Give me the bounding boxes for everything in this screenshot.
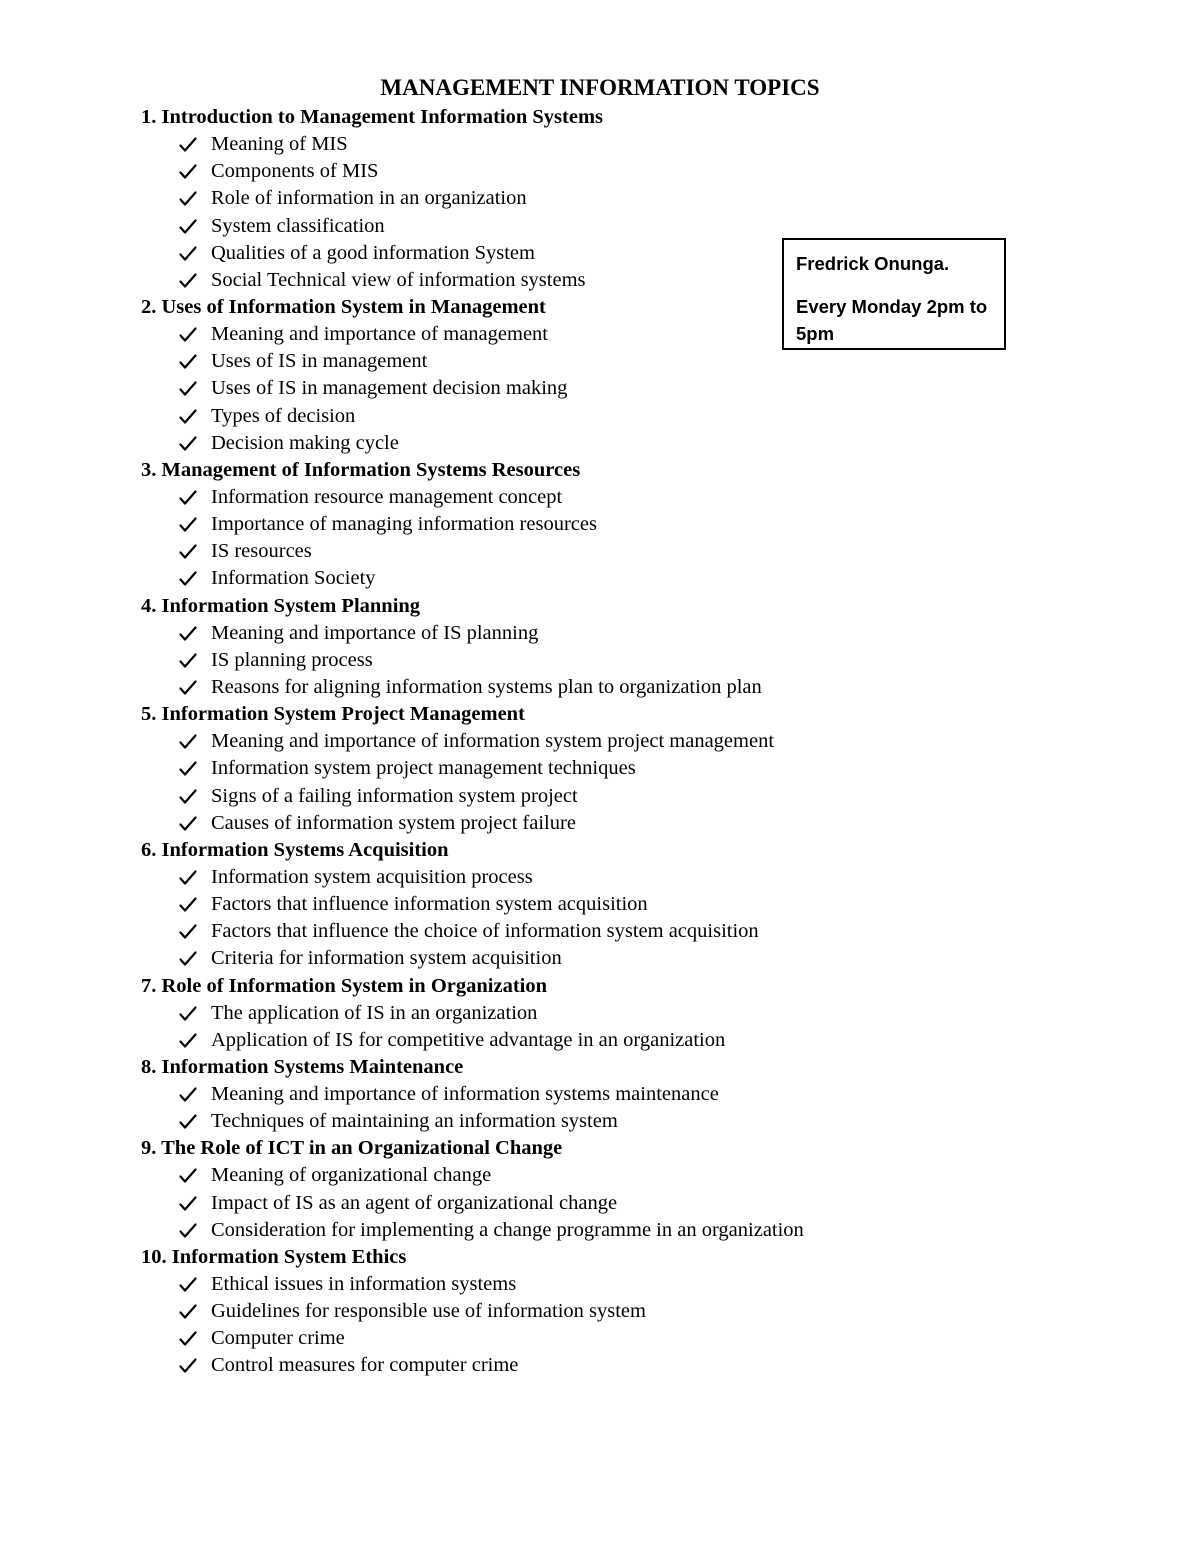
topic-heading: 10. Information System Ethics — [141, 1245, 407, 1268]
subtopic-item — [141, 430, 921, 457]
checkmark-icon — [179, 783, 201, 810]
checkmark-icon — [179, 1271, 201, 1298]
topic-heading: 9. The Role of ICT in an Organizational Change — [141, 1137, 563, 1160]
checkmark-icon — [179, 864, 201, 891]
subtopic-item — [141, 1271, 921, 1298]
subtopic-item — [141, 620, 921, 647]
subtopic-item — [141, 403, 921, 430]
subtopic-item — [141, 1298, 921, 1325]
subtopic-label: Meaning and importance of information systems maintenance — [211, 1083, 719, 1106]
checkmark-icon — [179, 1298, 201, 1325]
checkmark-icon — [179, 1081, 201, 1108]
checkmark-icon — [179, 321, 201, 348]
checkmark-icon — [179, 1190, 201, 1217]
checkmark-icon — [179, 348, 201, 375]
subtopic-label: Ethical issues in information systems — [211, 1273, 517, 1296]
subtopic-item — [141, 185, 921, 212]
subtopic-item — [141, 945, 921, 972]
subtopic-label: Qualities of a good information System — [211, 241, 535, 264]
checkmark-icon — [179, 755, 201, 782]
subtopic-label: IS planning process — [211, 648, 373, 671]
subtopic-label: Factors that influence information system acquisition — [211, 893, 648, 916]
checkmark-icon — [179, 620, 201, 647]
subtopic-item — [141, 1162, 921, 1189]
subtopic-label: Information resource management concept — [211, 485, 563, 508]
instructor-note-box — [782, 238, 1006, 350]
subtopic-item — [141, 538, 921, 565]
checkmark-icon — [179, 430, 201, 457]
subtopic-item — [141, 1325, 921, 1352]
subtopic-label: Meaning and importance of IS planning — [211, 621, 539, 644]
subtopic-item — [141, 565, 921, 592]
subtopic-item — [141, 511, 921, 538]
subtopic-item — [141, 158, 921, 185]
checkmark-icon — [179, 728, 201, 755]
checkmark-icon — [179, 1162, 201, 1189]
subtopic-label: The application of IS in an organization — [211, 1001, 538, 1024]
checkmark-icon — [179, 565, 201, 592]
subtopic-label: Impact of IS as an agent of organizational change — [211, 1191, 618, 1214]
subtopic-item — [141, 375, 921, 402]
checkmark-icon — [179, 403, 201, 430]
subtopic-item — [141, 918, 921, 945]
checkmark-icon — [179, 185, 201, 212]
subtopic-item — [141, 755, 921, 782]
subtopic-label: Information system project management techniques — [211, 757, 636, 780]
instructor-name: Fredrick Onunga. — [796, 253, 950, 274]
subtopic-label: Meaning and importance of information system project management — [211, 730, 775, 753]
subtopic-label: Consideration for implementing a change programme in an organization — [211, 1218, 804, 1241]
subtopic-label: Guidelines for responsible use of information system — [211, 1300, 646, 1323]
checkmark-icon — [179, 1325, 201, 1352]
subtopic-label: Information system acquisition process — [211, 865, 533, 888]
subtopic-label: Techniques of maintaining an information system — [211, 1110, 618, 1133]
checkmark-icon — [179, 945, 201, 972]
subtopic-label: Reasons for aligning information systems plan to organization plan — [211, 675, 762, 698]
subtopic-label: Importance of managing information resources — [211, 513, 597, 536]
subtopic-label: Components of MIS — [211, 160, 379, 183]
checkmark-icon — [179, 1352, 201, 1379]
checkmark-icon — [179, 1000, 201, 1027]
document-title: MANAGEMENT INFORMATION TOPICS — [380, 75, 820, 100]
topic-heading: 5. Information System Project Management — [141, 703, 525, 726]
checkmark-icon — [179, 511, 201, 538]
subtopic-label: Information Society — [211, 567, 376, 590]
subtopic-label: Decision making cycle — [211, 431, 399, 454]
subtopic-label: Meaning of organizational change — [211, 1164, 492, 1187]
subtopic-label: Causes of information system project failure — [211, 811, 576, 834]
subtopic-item — [141, 674, 921, 701]
checkmark-icon — [179, 810, 201, 837]
subtopic-item — [141, 891, 921, 918]
subtopic-item — [141, 1108, 921, 1135]
checkmark-icon — [179, 1027, 201, 1054]
checkmark-icon — [179, 538, 201, 565]
subtopic-label: System classification — [211, 214, 385, 237]
subtopic-label: Factors that influence the choice of information system acquisition — [211, 920, 759, 943]
subtopic-label: Types of decision — [211, 404, 356, 427]
subtopic-item — [141, 348, 921, 375]
subtopic-item — [141, 647, 921, 674]
subtopic-label: Meaning and importance of management — [211, 323, 548, 346]
subtopic-item — [141, 1000, 921, 1027]
topic-heading: 4. Information System Planning — [141, 594, 421, 617]
topic-heading: 3. Management of Information Systems Resources — [141, 458, 581, 481]
class-schedule: Every Monday 2pm to 5pm — [796, 296, 988, 344]
subtopic-item — [141, 728, 921, 755]
subtopic-label: Signs of a failing information system project — [211, 784, 578, 807]
subtopic-label: Uses of IS in management — [211, 350, 428, 373]
subtopic-item — [141, 1217, 921, 1244]
topic-heading: 1. Introduction to Management Information Systems — [141, 106, 604, 128]
subtopic-item — [141, 213, 921, 240]
checkmark-icon — [179, 647, 201, 674]
subtopic-label: Meaning of MIS — [211, 133, 348, 156]
subtopic-item — [141, 1190, 921, 1217]
checkmark-icon — [179, 213, 201, 240]
checkmark-icon — [179, 891, 201, 918]
checkmark-icon — [179, 240, 201, 267]
subtopic-label: Role of information in an organization — [211, 187, 527, 210]
checkmark-icon — [179, 267, 201, 294]
checkmark-icon — [179, 158, 201, 185]
checkmark-icon — [179, 484, 201, 511]
subtopic-label: IS resources — [211, 540, 312, 563]
subtopic-item — [141, 1081, 921, 1108]
subtopic-item — [141, 810, 921, 837]
subtopic-label: Social Technical view of information systems — [211, 268, 586, 291]
subtopic-item — [141, 783, 921, 810]
subtopic-label: Criteria for information system acquisition — [211, 947, 562, 970]
subtopic-item — [141, 1352, 921, 1379]
checkmark-icon — [179, 674, 201, 701]
checkmark-icon — [179, 1217, 201, 1244]
subtopic-item — [141, 484, 921, 511]
topic-heading: 6. Information Systems Acquisition — [141, 838, 449, 861]
checkmark-icon — [179, 1108, 201, 1135]
topic-heading: 8. Information Systems Maintenance — [141, 1055, 464, 1078]
subtopic-label: Computer crime — [211, 1327, 345, 1350]
subtopic-item — [141, 1027, 921, 1054]
subtopic-item — [141, 131, 921, 158]
subtopic-label: Control measures for computer crime — [211, 1354, 519, 1377]
topic-heading: 2. Uses of Information System in Management — [141, 295, 546, 318]
subtopic-label: Application of IS for competitive advantage in an organization — [211, 1028, 726, 1051]
checkmark-icon — [179, 375, 201, 402]
topic-heading: 7. Role of Information System in Organization — [141, 974, 547, 997]
checkmark-icon — [179, 131, 201, 158]
subtopic-label: Uses of IS in management decision making — [211, 377, 568, 400]
checkmark-icon — [179, 918, 201, 945]
subtopic-item — [141, 864, 921, 891]
